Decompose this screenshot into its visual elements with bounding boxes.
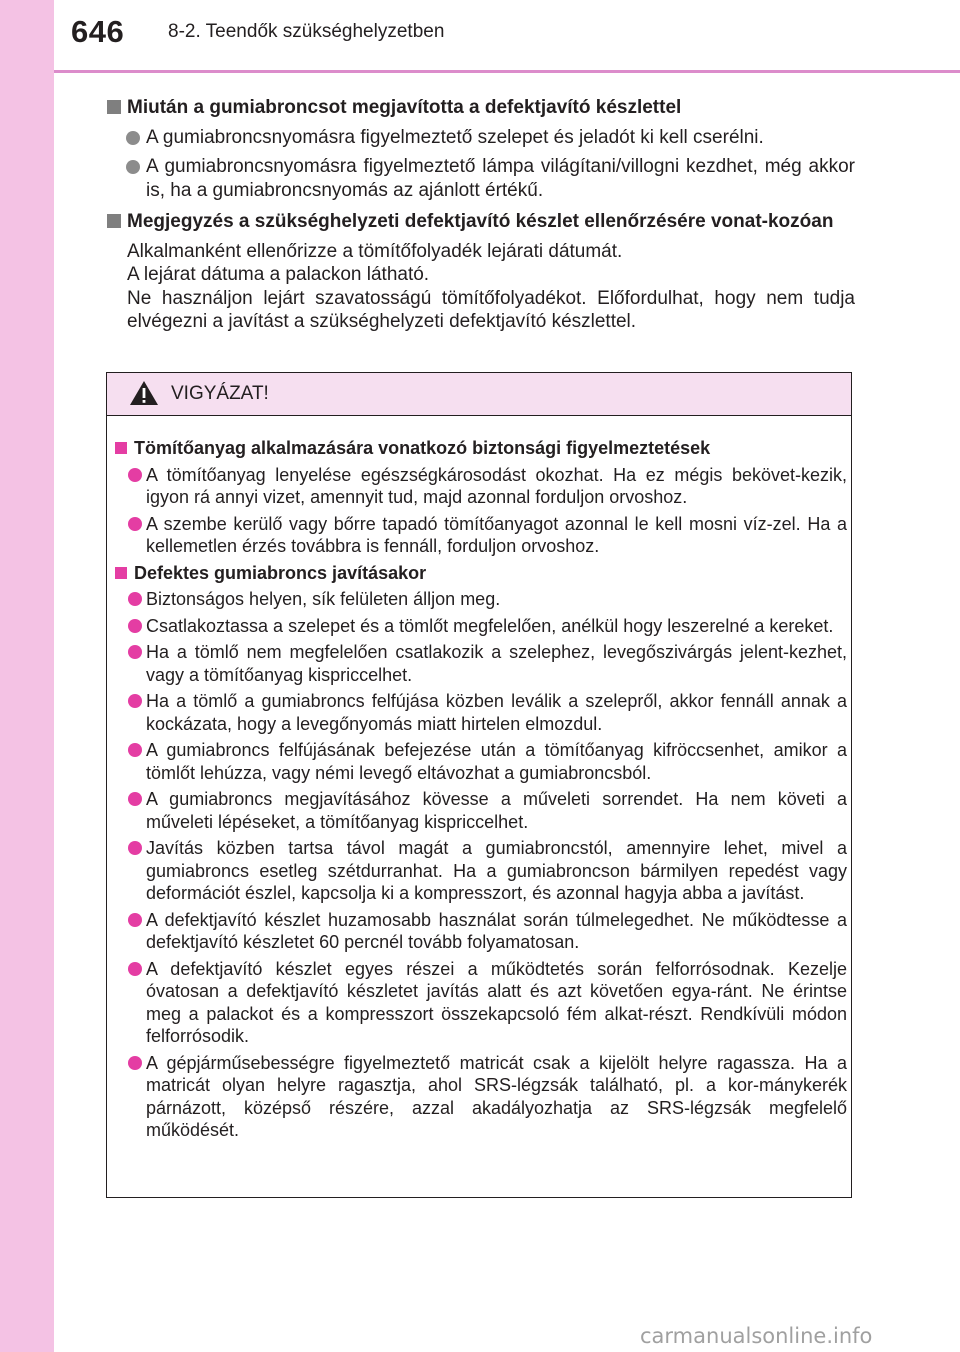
list-item: A gumiabroncs felfújásának befejezése után a tömítőanyag kifröccsenhet, amikor a tömlőt lehúzza, vagy némi levegő eltávozhat a gumiabroncsból.: [115, 739, 847, 784]
running-header: 8-2. Teendők szükséghelyzetben: [168, 21, 445, 42]
header-rule: [54, 70, 960, 73]
caution-title: VIGYÁZAT!: [171, 383, 269, 404]
caution-section-title: Defektes gumiabroncs javításakor: [115, 562, 847, 585]
circle-bullet-icon: [128, 468, 142, 482]
side-color-strip: [0, 0, 54, 1352]
circle-bullet-icon: [128, 962, 142, 976]
page-number: 646: [71, 14, 125, 49]
square-bullet-icon: [107, 214, 121, 228]
warning-triangle-icon: [129, 380, 159, 406]
caution-section-title: Tömítőanyag alkalmazására vonatkozó biztonsági figyelmeztetések: [115, 437, 847, 460]
circle-bullet-icon: [126, 160, 140, 174]
square-bullet-icon: [115, 442, 127, 454]
list-item: A gépjárműsebességre figyelmeztető matricát csak a kijelölt helyre ragassza. Ha a matricát olyan helyre ragasztja, ahol SRS-légzsák található, pl. a kor-mánykerék párnázott, középső részére, azzal akadályozhatja az SRS-légzsák megfelelő működését.: [115, 1052, 847, 1142]
section-title: Miután a gumiabroncsot megjavította a defektjavító készlettel: [107, 96, 855, 120]
paragraph: Alkalmanként ellenőrizze a tömítőfolyadék lejárati dátumát. A lejárat dátuma a palackon látható. Ne használjon lejárt szavatosságú tömítőfolyadékot. Előfordulhat, hogy nem tudja elvégezni a javítást a szükséghelyzeti defektjavító készlettel.: [127, 240, 855, 332]
list-item: A tömítőanyag lenyelése egészségkárosodást okozhat. Ha ez mégis bekövet-kezik, igyon rá annyi vizet, amennyit tud, majd azonnal forduljon orvoshoz.: [115, 464, 847, 509]
list-item: Biztonságos helyen, sík felületen álljon meg.: [115, 588, 847, 611]
list-item: A defektjavító készlet egyes részei a működtetés során felforrósodnak. Kezelje óvatosan a defektjavító készletet javítás alatt és azt követően egya-ránt. Ne érintse meg a palackot és a kompresszort összekapcsoló fém alkat-részt. Rendkívüli módon felforrósodik.: [115, 958, 847, 1048]
list-item: A gumiabroncs megjavításához kövesse a műveleti sorrendet. Ha nem követi a műveleti lépéseket, a tömítőanyag kispriccelhet.: [115, 788, 847, 833]
section-title: Megjegyzés a szükséghelyzeti defektjavító készlet ellenőrzésére vonat-kozóan: [107, 210, 855, 234]
circle-bullet-icon: [128, 645, 142, 659]
circle-bullet-icon: [128, 792, 142, 806]
circle-bullet-icon: [128, 841, 142, 855]
square-bullet-icon: [115, 567, 127, 579]
circle-bullet-icon: [128, 592, 142, 606]
list-item: A defektjavító készlet huzamosabb használat során túlmelegedhet. Ne működtesse a defektjavító készletet 60 percnél tovább folyamatosan.: [115, 909, 847, 954]
circle-bullet-icon: [128, 743, 142, 757]
circle-bullet-icon: [128, 694, 142, 708]
main-content: [107, 90, 855, 334]
list-item: A gumiabroncsnyomásra figyelmeztető lámpa világítani/villogni kezdhet, még akkor is, ha a gumiabroncsnyomás az ajánlott értékű.: [107, 155, 855, 202]
circle-bullet-icon: [128, 619, 142, 633]
circle-bullet-icon: [128, 517, 142, 531]
circle-bullet-icon: [126, 131, 140, 145]
list-item: Ha a tömlő nem megfelelően csatlakozik a szelephez, levegőszivárgás jelent-kezhet, vagy a tömítőanyag kispriccelhet.: [115, 641, 847, 686]
caution-header: [107, 373, 851, 416]
list-item: A gumiabroncsnyomásra figyelmeztető szelepet és jeladót ki kell cserélni.: [107, 126, 855, 150]
watermark: carmanualsonline.info: [640, 1324, 873, 1348]
list-item: Ha a tömlő a gumiabroncs felfújása közben leválik a szelepről, akkor fennáll annak a kockázata, hogy a levegőnyomás miatt hirtelen elmozdul.: [115, 690, 847, 735]
list-item: Csatlakoztassa a szelepet és a tömlőt megfelelően, anélkül hogy leszerelné a kereket.: [115, 615, 847, 638]
caution-box: [106, 372, 852, 1198]
caution-body: [115, 433, 847, 1142]
circle-bullet-icon: [128, 1056, 142, 1070]
square-bullet-icon: [107, 100, 121, 114]
list-item: Javítás közben tartsa távol magát a gumiabroncstól, amennyire lehet, mivel a gumiabroncs esetleg szétdurranhat. Ha a gumiabroncson bármilyen repedést vagy deformációt észlel, kapcsolja ki a kompresszort, és azonnal hagyja abba a javítást.: [115, 837, 847, 905]
list-item: A szembe kerülő vagy bőrre tapadó tömítőanyagot azonnal le kell mosni víz-zel. Ha a kellemetlen érzés továbbra is fennáll, forduljon orvoshoz.: [115, 513, 847, 558]
circle-bullet-icon: [128, 913, 142, 927]
